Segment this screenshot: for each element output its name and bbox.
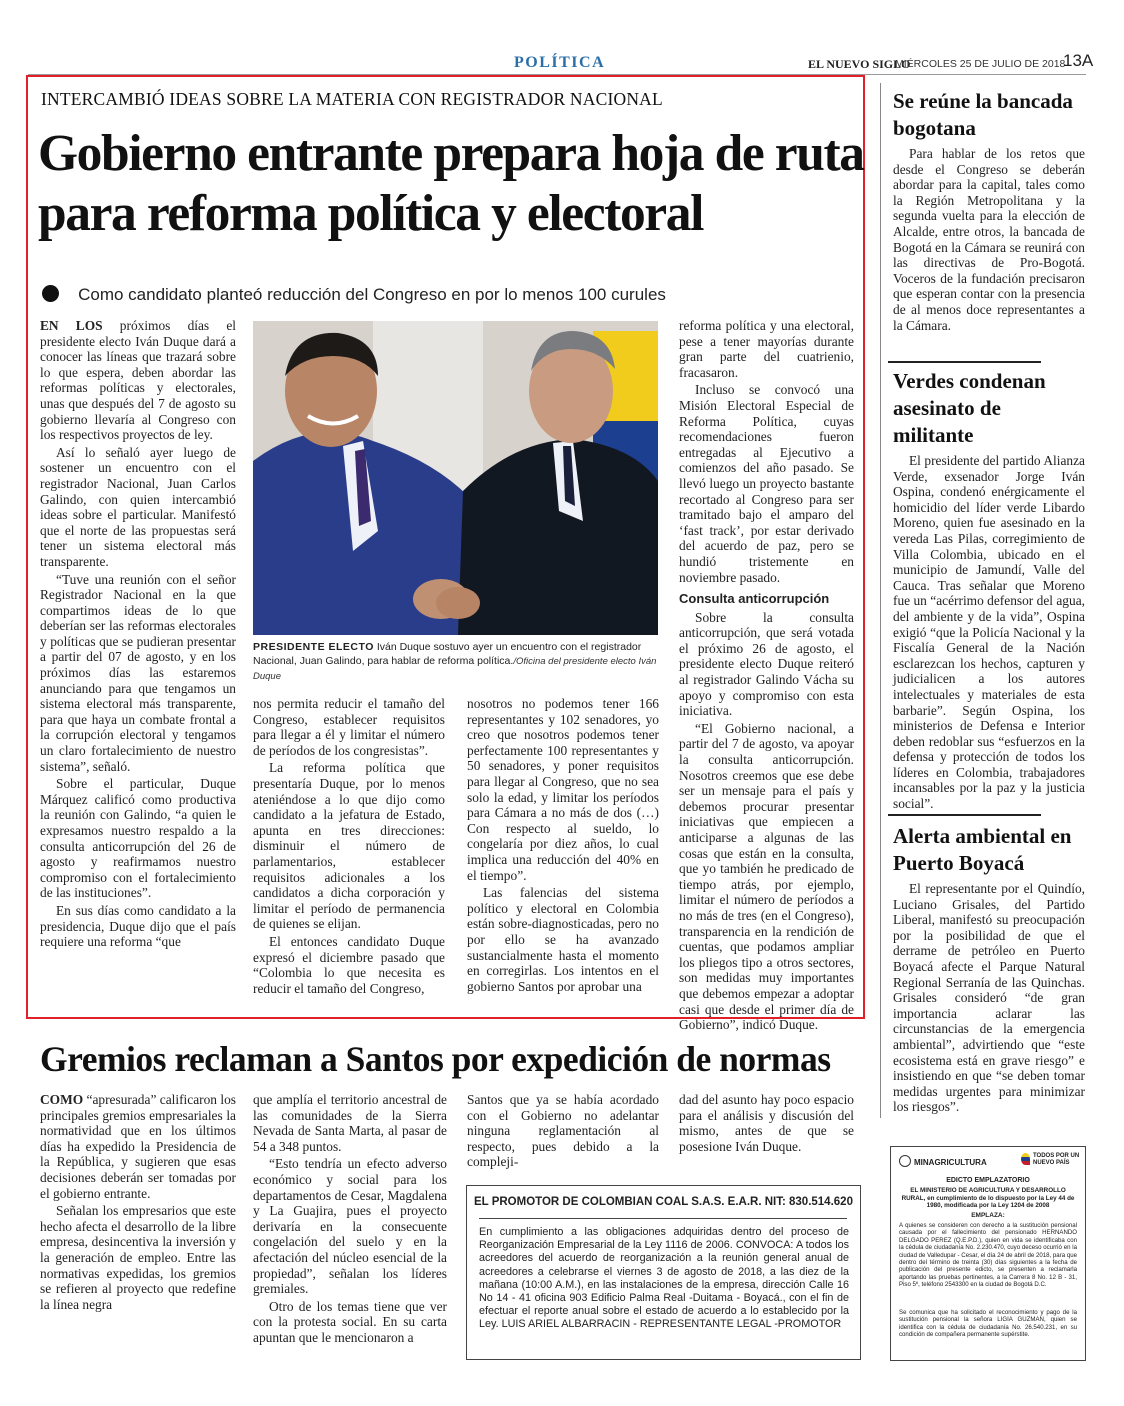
sidebar-divider-2 bbox=[888, 814, 1041, 816]
main-headline: Gobierno entrante prepara hoja de ruta para reforma política y electoral bbox=[38, 125, 864, 242]
sidebar-text-2 bbox=[893, 453, 1085, 812]
paragraph-text: Señalan los empresarios que este hecho afecta el desarrollo de la libre empresa, desincentiva la inversión y la generación de empleo. Entre las normativas expedidas, los gremios se refieren al proyecto que redefine la línea negra bbox=[40, 1203, 236, 1312]
paragraph-text: próximos días el presidente electo Iván Duque dará a conocer las líneas que trazará sobre lo que espera, deben abordar las reformas políticas y electorales, unas que después del 7 de agosto su gobierno llevaría al Congreso con los respectivos proyectos de ley. bbox=[40, 318, 236, 443]
lead-in: COMO bbox=[40, 1092, 84, 1107]
main-deck bbox=[42, 285, 842, 305]
main-column-2 bbox=[253, 696, 445, 998]
paragraph-text: Otro de los temas tiene que ver con la protesta social. En su carta apuntan que le mencionaron a bbox=[253, 1298, 447, 1345]
paragraph bbox=[679, 318, 854, 380]
notice-title: EL PROMOTOR DE COLOMBIAN COAL S.A.S. E.A.R. NIT: 830.514.620 bbox=[474, 1196, 853, 1208]
main-kicker: INTERCAMBIÓ IDEAS SOBRE LA MATERIA CON REGISTRADOR NACIONAL bbox=[41, 89, 663, 109]
paragraph-text: El entonces candidato Duque expresó el diciembre pasado que “Colombia lo que necesita es reducir el tamaño del Congreso, bbox=[253, 933, 445, 996]
paragraph-text: “Tuve una reunión con el señor Registrador Nacional en la que compartimos ideas de lo que deberían ser las reformas electorales y políticas que se pudieran presentar a partir del 07 de agosto, y en los próximos días las estaremos anunciando para que tengamos un sistema electoral más transparente, para que haya un combate frontal a la corrupción electoral y tengamos un claro fortalecimiento de nuestro sistema”, señaló. bbox=[40, 571, 236, 774]
sidebar-text-1 bbox=[893, 146, 1085, 333]
edict-body: A quienes se consideren con derecho a la sustitución pensional causada por el fallecimiento del pensionado HERNANDO DELGADO PEREZ (Q.E.P.D.), quien en vida se identificaba con la cédula de ciudadanía No. 2.230.470, cuyo deceso ocurrió en la ciudad de Valledupar - Cesar, el día 24 de abril de 2018, para que dentro del término de treinta (30) días siguientes a la fecha de publicación del presente edicto, se presenten a reclamarla aportando las pruebas pertinentes, a la Carrera 8 No. 12 B - 31, Piso 5º, teléfono 2543300 en la ciudad de Bogotá D.C. bbox=[899, 1222, 1077, 1289]
sidebar-story-3 bbox=[893, 823, 1085, 1117]
caption-credit: /Oficina del presidente electo Iván Duque bbox=[253, 656, 657, 682]
caption-text: Iván Duque sostuvo ayer un encuentro con el registrador Nacional, Juan Galindo, para hablar de reforma política. bbox=[253, 641, 642, 667]
sidebar-paragraph-3: El representante por el Quindío, Luciano Grisales, del Partido Liberal, manifestó su preocupación por la posibilidad de que el derrame de petróleo en Puerto Boyacá afecte el Parque Natural Regional Serranía de las Quinchas. Grisales consideró “de gran importancia aclarar las circunstancias de la emergencia ambiental”, advirtiendo que “este ecosistema está en grave riesgo” e insistiendo en que “se deben tomar medidas urgentes para minimizar los riesgos”. bbox=[893, 881, 1085, 1115]
paragraph-text: “El Gobierno nacional, a partir del 7 de agosto, va apoyar la consulta anticorrupción. Nosotros creemos que ese debe ser un mensaje para el país y debemos procurar presentar iniciativas que empiecen a anticiparse a algunas de las cosas que están en la consulta, que yo también he predicado de tiempo atrás, por ejemplo, limitar el número de períodos a no más de tres (en el Congreso), transparencia en la rendición de cuentas, que podamos ampliar los pliegos tipo a otros sectores, son medidas muy importantes que debemos empezar a adoptar casi que desde el primer día de Gobierno”, indicó Duque. bbox=[679, 720, 854, 1033]
paragraph bbox=[40, 1092, 236, 1201]
paragraph bbox=[467, 885, 659, 994]
second-column-3 bbox=[467, 1092, 659, 1172]
header-paper-name: EL NUEVO SIGLO bbox=[808, 57, 911, 71]
paragraph bbox=[40, 776, 236, 901]
paragraph bbox=[253, 1092, 447, 1154]
paragraph-text: La reforma política que presentaría Duque, por lo menos ateniéndose a lo que dijo como candidato a la jefatura de Estado, apunta en tres direcciones: disminuir el número de parlamentarios, establecer requisitos adicionales a los candidatos a dicha corporación y limitar el período de permanencia de quienes se elijan. bbox=[253, 760, 445, 932]
main-column-3 bbox=[467, 696, 659, 996]
photo-illustration bbox=[253, 321, 658, 635]
sidebar-paragraph-2: El presidente del partido Alianza Verde, exsenador Jorge Iván Ospina, condenó enérgicamente el homicidio del líder verde Libardo Moreno, quien fue asesinado en la vereda Las Pilas, corregimiento de Villa Colombia, ubicado en el municipio de Jamundí, Valle del Cauca. Tras señalar que Moreno fue un “acérrimo defensor del agua, del ambiente y de la vida”, Ospina exigió “que la Policía Nacional y la Fiscalía General de la Nación esclarezcan los hechos, capturen y judicialicen a los autores intelectuales y materiales de esta barbarie”. Según Ospina, los ministerios de Defensa e Interior deben redoblar sus “esfuerzos en la defensa y protección de todos los líderes en Colombia, trabajadores incansables por la paz y la justicia social”. bbox=[893, 453, 1085, 812]
paragraph bbox=[40, 1203, 236, 1312]
paragraph-text: Sobre el particular, Duque Márquez calificó como productiva la reunión con Galindo, “a quien le expresamos nuestro respaldo a la consulta anticorrupción del 26 de agosto y reafirmamos nuestro compromiso con el fortalecimiento de las instituciones”. bbox=[40, 776, 236, 901]
subhead-consulta: Consulta anticorrupción bbox=[679, 591, 830, 607]
paragraph bbox=[679, 1092, 854, 1154]
sidebar-left-rule bbox=[880, 83, 881, 1118]
paragraph bbox=[467, 1092, 659, 1170]
paragraph bbox=[253, 696, 445, 758]
paragraph-text: Incluso se convocó una Misión Electoral Especial de Reforma Política, cuyas recomendaciones fueron entregadas al Ejecutivo a comienzos del año pasado. Se llevó luego un proyecto bastante recortado al Congreso para ser tramitado bajo el amparo del ‘fast track’, por estar derivado del acuerdo de paz, pero se hundió tristemente en noviembre pasado. bbox=[679, 382, 854, 585]
photo-caption bbox=[253, 640, 658, 684]
paragraph bbox=[679, 382, 854, 585]
caption-label: PRESIDENTE ELECTO bbox=[253, 641, 374, 653]
sidebar-divider-1 bbox=[888, 361, 1041, 363]
paragraph bbox=[253, 934, 445, 996]
edict-notice bbox=[890, 1146, 1086, 1361]
sidebar-title-3: Alerta ambiental en Puerto Boyacá bbox=[893, 824, 1072, 875]
second-column-4 bbox=[679, 1092, 854, 1156]
sidebar-title-1: Se reúne la bancada bogotana bbox=[893, 89, 1073, 140]
minagricultura-logo bbox=[899, 1155, 987, 1167]
edict-title: EDICTO EMPLAZATORIO bbox=[946, 1177, 1030, 1184]
sidebar-title-2: Verdes condenan asesinato de militante bbox=[893, 369, 1046, 447]
page-number: 13A bbox=[1063, 51, 1094, 70]
paragraph bbox=[40, 572, 236, 775]
paragraph bbox=[40, 318, 236, 443]
section-label: POLÍTICA bbox=[514, 54, 606, 71]
paragraph bbox=[253, 760, 445, 932]
edict-body-2: Se comunica que ha solicitado el reconocimiento y pago de la sustitución pensional la señora LIGIA GUZMAN, quien se identifica con la cédula de ciudadanía No. 26.540.231, en su condición de compañera permanente supérstite. bbox=[899, 1309, 1077, 1339]
sidebar-story-1 bbox=[893, 88, 1085, 335]
edict-emplaza: EMPLAZA: bbox=[971, 1212, 1005, 1219]
notice-rule bbox=[479, 1218, 847, 1219]
paragraph-text: “apresurada” calificaron los principales gremios empresariales la normatividad que en los últimos días ha expedido la Presidencia de la República, y sugieren que esas decisiones deberán ser tomadas por el gobierno entrante. bbox=[40, 1092, 236, 1201]
paragraph-text: que amplía el territorio ancestral de las comunidades de la Sierra Nevada de Santa Marta, al pasar de 54 a 348 puntos. bbox=[253, 1092, 447, 1154]
lead-in: EN LOS bbox=[40, 318, 103, 333]
paragraph bbox=[40, 445, 236, 570]
paragraph-text: nosotros no podemos tener 166 representantes y 102 senadores, yo creo que nosotros podemos tener perfectamente 100 representantes y 50 senadores, y poner requisitos para llegar al Congreso, que no sea solo la edad, y limitar los períodos para Cámara a no más de dos (…) Con respecto al sueldo, lo congelaría por diez años, lo cual implica una reducción del 40% en el tiempo”. bbox=[467, 696, 659, 883]
paragraph bbox=[253, 1156, 447, 1296]
sidebar-story-2 bbox=[893, 368, 1085, 814]
notice-body: En cumplimiento a las obligaciones adquiridas dentro del proceso de Reorganización Empresarial de la Ley 1116 de 2006. CONVOCA: A todos los acreedores del acuerdo de reorganización a la reunión general anual de acreedores a celebrarse el viernes 3 de agosto de 2018, a las diez de la mañana (10:00 A.M.), en las instalaciones de la empresa, dirección Calle 16 No 14 - 41 oficina 903 Edificio Palma Real -Duitama - Boyacá., con el fin de efectuar el reporte anual sobre el estado de acuerdo a lo establecido por la Ley. LUIS ARIEL ALBARRACIN - REPRESENTANTE LEGAL -PROMOTOR bbox=[479, 1226, 849, 1331]
paragraph bbox=[679, 721, 854, 1033]
coat-of-arms-icon bbox=[899, 1155, 911, 1167]
logo-left-text: MINAGRICULTURA bbox=[914, 1158, 987, 1167]
nuevo-pais-logo bbox=[1021, 1153, 1081, 1167]
main-photo bbox=[253, 321, 658, 635]
second-column-1 bbox=[40, 1092, 236, 1314]
paragraph bbox=[253, 1299, 447, 1346]
main-column-1 bbox=[40, 318, 236, 952]
paragraph-text: En sus días como candidato a la presidencia, Duque dijo que el país requiere una reforma “que bbox=[40, 902, 236, 950]
paragraph-text: nos permita reducir el tamaño del Congreso, establecer requisitos para llegar a él y limitar el número de períodos de los congresistas”. bbox=[253, 696, 445, 758]
paragraph-text: Las falencias del sistema político y electoral en Colombia están sobre-diagnosticadas, pero no por ello se ha avanzado sustancialmente hasta el momento en corregirlas. Los intentos en el gobierno Santos por aprobar una bbox=[467, 885, 659, 994]
deck-text: Como candidato planteó reducción del Congreso en por lo menos 100 curules bbox=[78, 285, 666, 304]
logo-right-text: TODOS POR UN NUEVO PAÍS bbox=[1033, 1153, 1080, 1166]
paragraph-text: dad del asunto hay poco espacio para el análisis y discusión del mismo, antes de que se posesione Iván Duque. bbox=[679, 1092, 854, 1154]
paragraph-text: Así lo señaló ayer luego de sostener un encuentro con el registrador Nacional, Juan Carlos Galindo, con quien intercambió ideas sobre el particular. Manifestó que el norte de las propuestas será tener un sistema electoral más transparente. bbox=[40, 444, 236, 569]
deck-bullet-icon bbox=[42, 285, 59, 302]
paragraph-text: Santos que ya se había acordado con el Gobierno no adelantar ninguna reglamentación al respecto, pues debido a la compleji- bbox=[467, 1092, 659, 1170]
sidebar-text-3 bbox=[893, 881, 1085, 1115]
paragraph-text: Sobre la consulta anticorrupción, que será votada el próximo 26 de agosto, el presidente electo Duque reiteró al registrador Galindo Vácha su apoyo y compromiso con esta iniciativa. bbox=[679, 609, 854, 719]
promotor-notice bbox=[466, 1185, 861, 1360]
paragraph-text: reforma política y una electoral, pese a tener mayorías durante gran parte del cuatrienio, fracasaron. bbox=[679, 318, 854, 380]
header-date: MIÉRCOLES 25 DE JULIO DE 2018 bbox=[895, 58, 1066, 70]
paragraph bbox=[679, 610, 854, 719]
paragraph-text: “Esto tendría un efecto adverso económico y social para los departamentos de Cesar, Magdalena y La Guajira, pues el proyecto derivaría en la consecuente congelación del suelo y en la afectación del núcleo esencial de la propiedad”, señalan los líderes gremiales. bbox=[253, 1156, 447, 1297]
edict-subtitle: EL MINISTERIO DE AGRICULTURA Y DESARROLLO RURAL, en cumplimiento de lo dispuesto por la Ley 44 de 1980, modificada por la Ley 1204 de 2008 bbox=[901, 1187, 1075, 1210]
sidebar-paragraph-1: Para hablar de los retos que desde el Congreso se deberán abordar para la capital, tales como la Región Metropolitana y la segunda vuelta para la elección de Alcalde, entre otros, la bancada de Bogotá en la Cámara se reunirá con las directivas de Pro-Bogotá. Voceros de la fundación precisaron que esperan contar con la presencia de al menos doce representantes a la Cámara. bbox=[893, 146, 1085, 333]
paragraph bbox=[467, 696, 659, 883]
paragraph bbox=[40, 903, 236, 950]
second-column-2 bbox=[253, 1092, 447, 1348]
nuevo-pais-icon bbox=[1021, 1153, 1030, 1165]
second-headline: Gremios reclaman a Santos por expedición de normas bbox=[40, 1039, 831, 1079]
main-column-4 bbox=[679, 318, 854, 1035]
